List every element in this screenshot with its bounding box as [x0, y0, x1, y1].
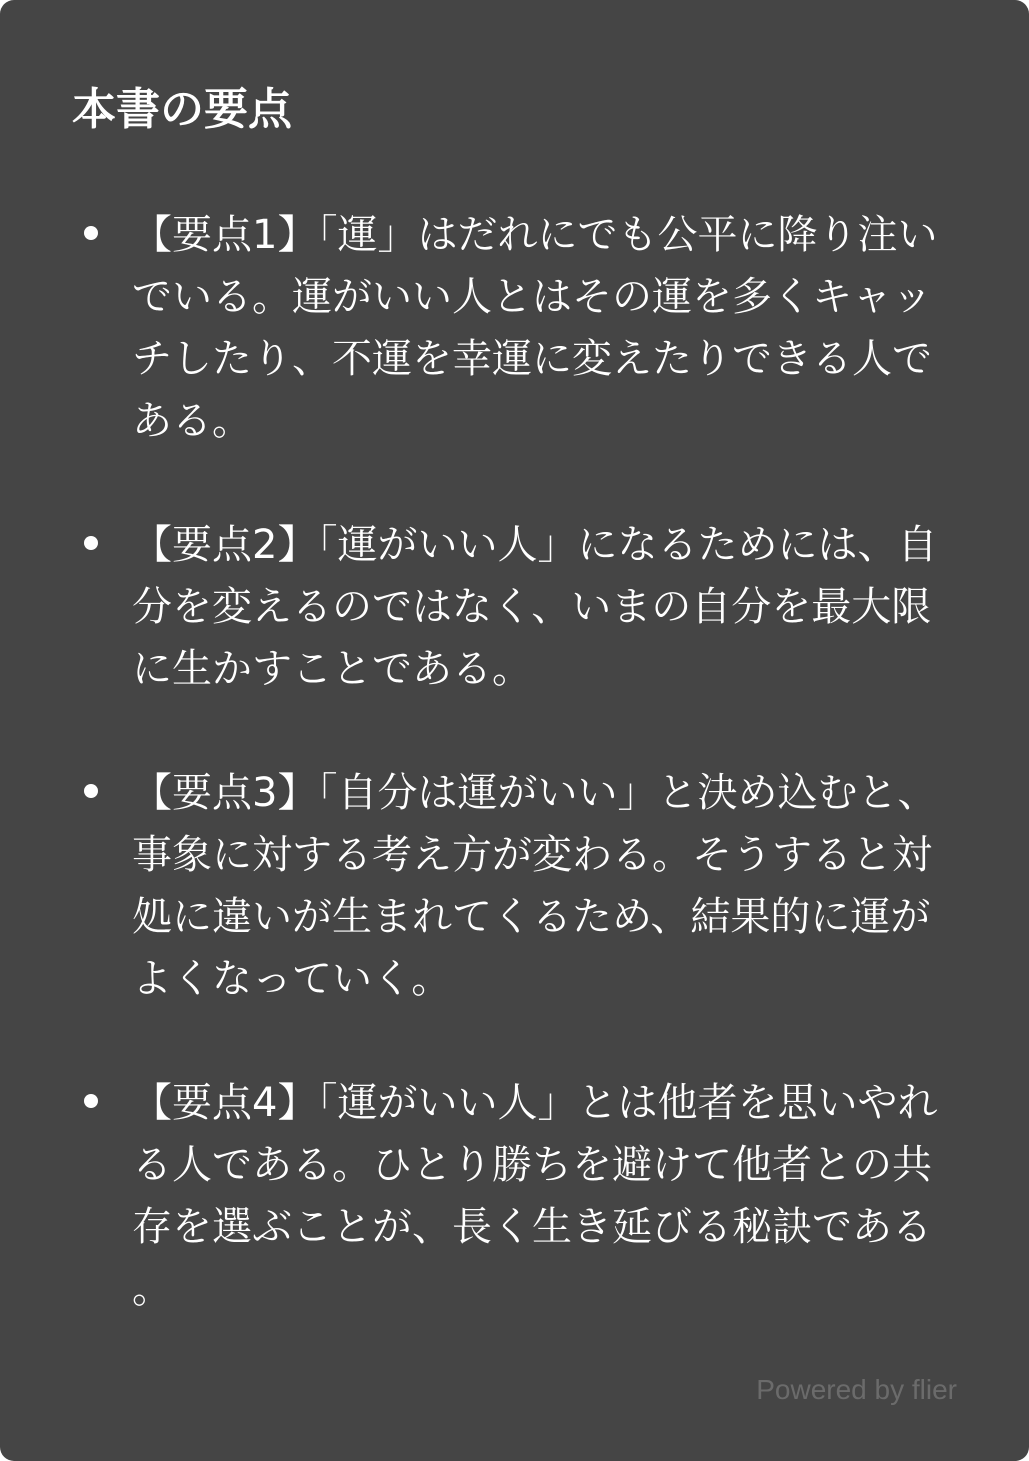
key-point-text: 【要点3】「自分は運がいい」と決め込むと、事象に対する考え方が変わる。そうすると対処に違いが生まれてくるため、結果的に運がよくなっていく。: [132, 770, 938, 1002]
key-point-text: 【要点1】「運」はだれにでも公平に降り注いでいる。運がいい人とはその運を多くキャッチしたり、不運を幸運に変えたりできる人である。: [132, 212, 938, 444]
key-point-4: [84, 1072, 944, 1320]
bullet-icon: [84, 536, 98, 550]
key-point-text: 【要点4】「運がいい人」とは他者を思いやれる人である。ひとり勝ちを避けて他者との共存を選ぶことが、長く生き延びる秘訣である。: [132, 1080, 938, 1312]
key-points-list: [84, 204, 944, 1320]
bullet-icon: [84, 1094, 98, 1108]
key-point-2: [84, 514, 944, 700]
key-point-text: 【要点2】「運がいい人」になるためには、自分を変えるのではなく、いまの自分を最大限に生かすことである。: [132, 522, 938, 692]
key-point-1: [84, 204, 944, 452]
bullet-icon: [84, 784, 98, 798]
key-point-3: [84, 762, 944, 1010]
bullet-icon: [84, 226, 98, 240]
card-title: 本書の要点: [72, 84, 292, 135]
powered-by-link[interactable]: Powered by flier: [756, 1374, 957, 1405]
